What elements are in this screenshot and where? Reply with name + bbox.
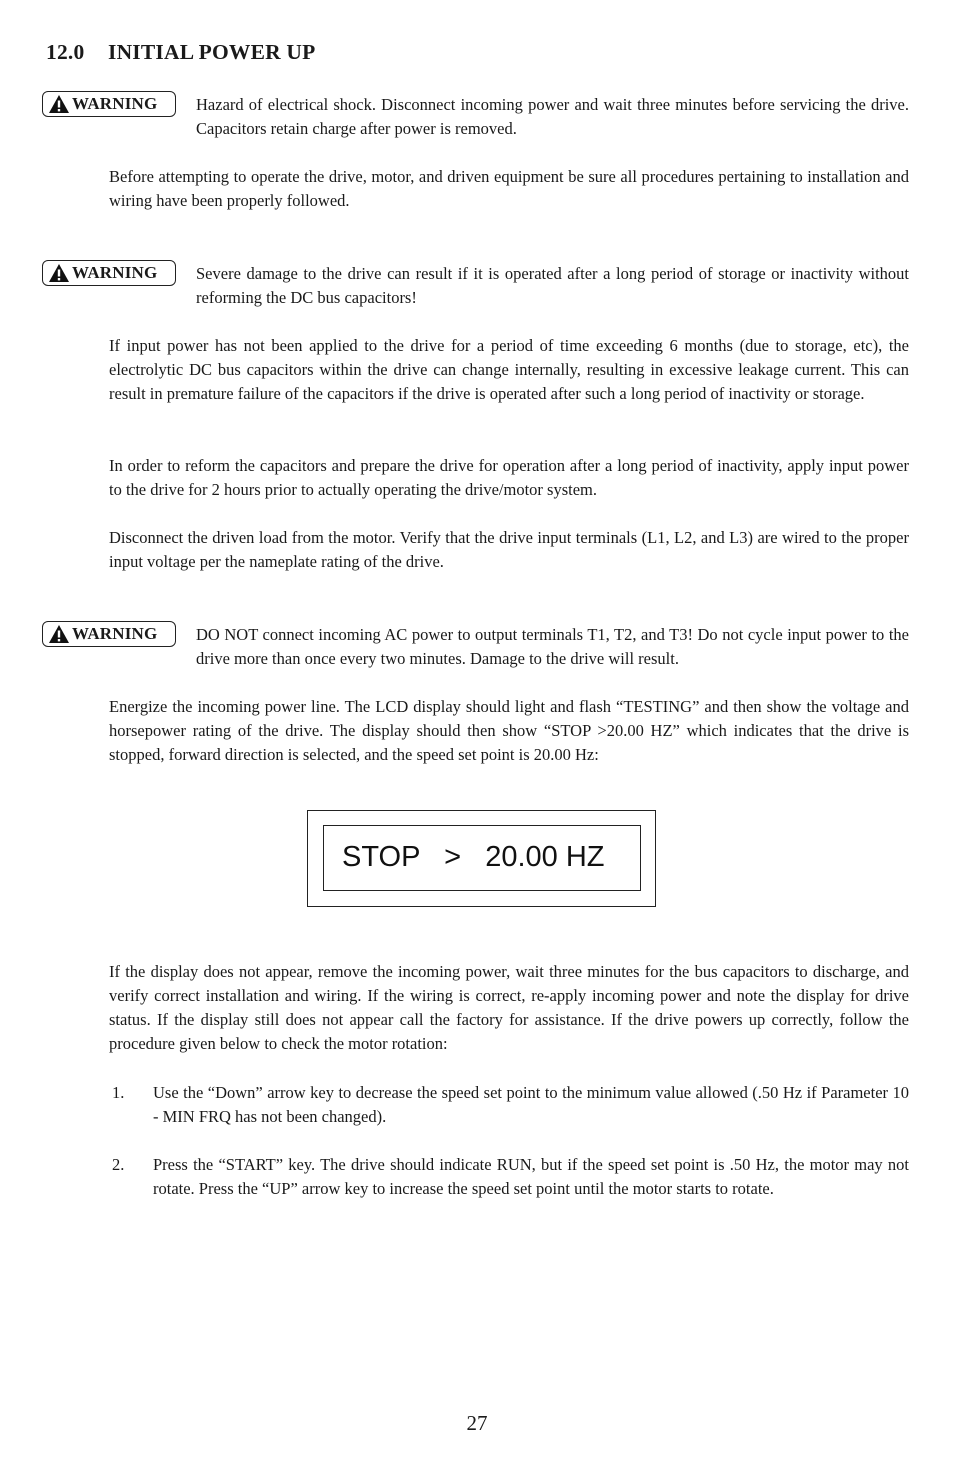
list-item-text: Press the “START” key. The drive should indicate RUN, but if the speed set point is .50 Hz, the motor may not rotate. Press the “UP” arrow key to increase the speed set point until the motor starts to rotate. xyxy=(153,1155,909,1198)
lcd-display-frame xyxy=(307,810,656,907)
lcd-display: STOP > 20.00 HZ xyxy=(323,825,641,891)
page-number: 27 xyxy=(466,1411,488,1435)
list-item-text: Use the “Down” arrow key to decrease the speed set point to the minimum value allowed (.50 Hz if Parameter 10 - MIN FRQ has not been changed). xyxy=(153,1083,909,1126)
warning-text-2: Severe damage to the drive can result if it is operated after a long period of storage or inactivity without reforming the DC bus capacitors! xyxy=(196,264,909,307)
paragraph-5: Energize the incoming power line. The LCD display should light and flash “TESTING” and then show the voltage and horsepower rating of the drive. The display should then show “STOP >20.00 HZ” which indicates that the drive is stopped, forward direction is selected, and the speed set point is 20.00 Hz: xyxy=(109,697,909,764)
warning-text-1: Hazard of electrical shock. Disconnect incoming power and wait three minutes before servicing the drive. Capacitors retain charge after power is removed. xyxy=(196,95,909,138)
warning-label: WARNING xyxy=(72,624,158,643)
paragraph-6: If the display does not appear, remove the incoming power, wait three minutes for the bus capacitors to discharge, and verify correct installation and wiring. If the wiring is correct, re-apply incoming power and note the display for drive status. If the display still does not appear call the factory for assistance. If the drive powers up correctly, follow the procedure given below to check the motor rotation: xyxy=(109,962,909,1053)
section-title: INITIAL POWER UP xyxy=(108,40,316,64)
paragraph-3: In order to reform the capacitors and prepare the drive for operation after a long period of inactivity, apply input power to the drive for 2 hours prior to actually operating the drive/motor system. xyxy=(109,456,909,499)
warning-badge xyxy=(42,260,176,286)
list-marker: 2. xyxy=(112,1155,125,1174)
warning-badge xyxy=(42,621,176,647)
list-marker: 1. xyxy=(112,1083,125,1102)
warning-triangle-icon xyxy=(48,94,70,114)
warning-triangle-icon xyxy=(48,624,70,644)
warning-text-3: DO NOT connect incoming AC power to output terminals T1, T2, and T3! Do not cycle input power to the drive more than once every two minutes. Damage to the drive will result. xyxy=(196,625,909,668)
section-heading xyxy=(46,40,315,65)
warning-triangle-icon xyxy=(48,263,70,283)
paragraph-2: If input power has not been applied to the drive for a period of time exceeding 6 months (due to storage, etc), the electrolytic DC bus capacitors within the drive can change internally, resulting in excessive leakage current. This can result in premature failure of the capacitors if the drive is operated after such a long period of inactivity or storage. xyxy=(109,336,909,403)
paragraph-4: Disconnect the driven load from the motor. Verify that the drive input terminals (L1, L2, and L3) are wired to the proper input voltage per the nameplate rating of the drive. xyxy=(109,528,909,571)
section-number: 12.0 xyxy=(46,40,85,64)
warning-badge xyxy=(42,91,176,117)
warning-label: WARNING xyxy=(72,263,158,282)
paragraph-1: Before attempting to operate the drive, motor, and driven equipment be sure all procedures pertaining to installation and wiring have been properly followed. xyxy=(109,167,909,210)
warning-label: WARNING xyxy=(72,94,158,113)
